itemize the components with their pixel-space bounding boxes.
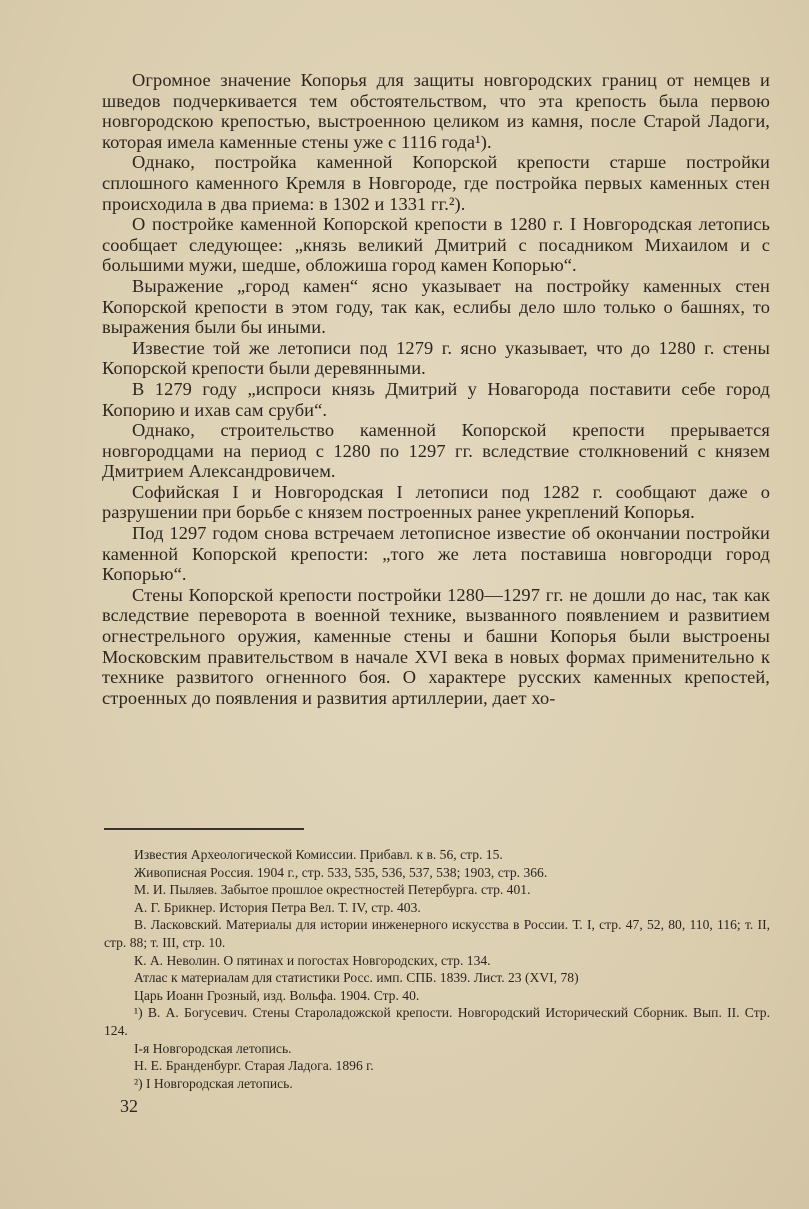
footnote: Известия Археологической Комиссии. Прибавл. к в. 56, стр. 15. [134, 847, 503, 862]
footnote: Царь Иоанн Грозный, изд. Вольфа. 1904. Стр. 40. [134, 987, 420, 1003]
paragraph: Стены Копорской крепости постройки 1280—1297 гг. не дошли до нас, так как вследствие переворота в военной технике, вызванного появлением и развитием огнестрельного оружия, каменные стены и башни Копорья были выстроены Московским правительством в начале XVI века в новых формах применительно к технике развитого огненного боя. О характере русских каменных крепостей, строенных до появления и развития артиллерии, дает хо- [102, 584, 770, 708]
paragraph: В 1279 году „испроси князь Дмитрий у Новагорода поставити себе город Копорию и ихав сам сруби“. [102, 378, 770, 420]
paragraph: Под 1297 годом снова встречаем летописное известие об окончании постройки каменной Копорской крепости: „того же лета поставиша новгородци город Копорью“. [102, 523, 770, 585]
paragraph: Выражение „город камен“ ясно указывает на постройку каменных стен Копорской крепости в этом году, так как, еслибы дело шло только о башнях, то выражения были бы иными. [102, 275, 770, 338]
paragraph: Однако, строительство каменной Копорской крепости прерывается новгородцами на период с 1280 по 1297 гг. вследствие столкновений с князем Дмитрием Александровичем. [102, 420, 770, 482]
footnote: А. Г. Брикнер. История Петра Вел. Т. IV, стр. 403. [134, 899, 421, 915]
footnote: Атлас к материалам для статистики Росс. имп. СПБ. 1839. Лист. 23 (XVI, 78) [134, 970, 579, 986]
main-text [102, 70, 770, 708]
footnote-divider [104, 828, 304, 830]
page-number: 32 [120, 1096, 138, 1116]
paragraph: Известие той же летописи под 1279 г. ясно указывает, что до 1280 г. стены Копорской крепости были деревянными. [102, 337, 770, 379]
footnote: ¹) В. А. Богусевич. Стены Староладожской крепости. Новгородский Исторический Сборник. Вып. II. Стр. 124. [104, 1005, 770, 1038]
paragraph: О постройке каменной Копорской крепости в 1280 г. I Новгородская летопись сообщает следующее: „князь великий Дмитрий с посадником Михаилом и с большими мужи, шедше, обложиша город камен Копорью“. [102, 214, 770, 276]
paragraph: Однако, постройка каменной Копорской крепости старше постройки сплошного каменного Кремля в Новгороде, где постройка первых каменных стен происходила в два приема: в 1302 и 1331 гг.²). [102, 152, 770, 214]
footnotes [104, 846, 770, 1092]
footnote: ²) I Новгородская летопись. [134, 1075, 293, 1091]
footnote: Н. Е. Бранденбург. Старая Ладога. 1896 г. [134, 1058, 374, 1074]
paragraph: Огромное значение Копорья для защиты новгородских границ от немцев и шведов подчеркивается тем обстоятельством, что эта крепость была первою новгородскою крепостью, выстроенною целиком из камня, после Старой Ладоги, которая имела каменные стены уже с 1116 года¹). [102, 70, 770, 152]
paragraph: Софийская I и Новгородская I летописи под 1282 г. сообщают даже о разрушении при борьбе с князем построенных ранее укреплений Копорья. [102, 481, 770, 523]
footnote: М. И. Пыляев. Забытое прошлое окрестностей Петербурга. стр. 401. [134, 882, 531, 898]
footnote: В. Ласковский. Материалы для истории инженерного искусства в России. Т. I, стр. 47, 52, 80, 110, 116; т. II, стр. 88; т. III, стр. 10. [104, 917, 770, 950]
footnote: I-я Новгородская летопись. [134, 1040, 292, 1056]
footnote: Живописная Россия. 1904 г., стр. 533, 535, 536, 537, 538; 1903, стр. 366. [134, 864, 548, 880]
footnote: К. А. Неволин. О пятинах и погостах Новгородских, стр. 134. [134, 952, 491, 968]
